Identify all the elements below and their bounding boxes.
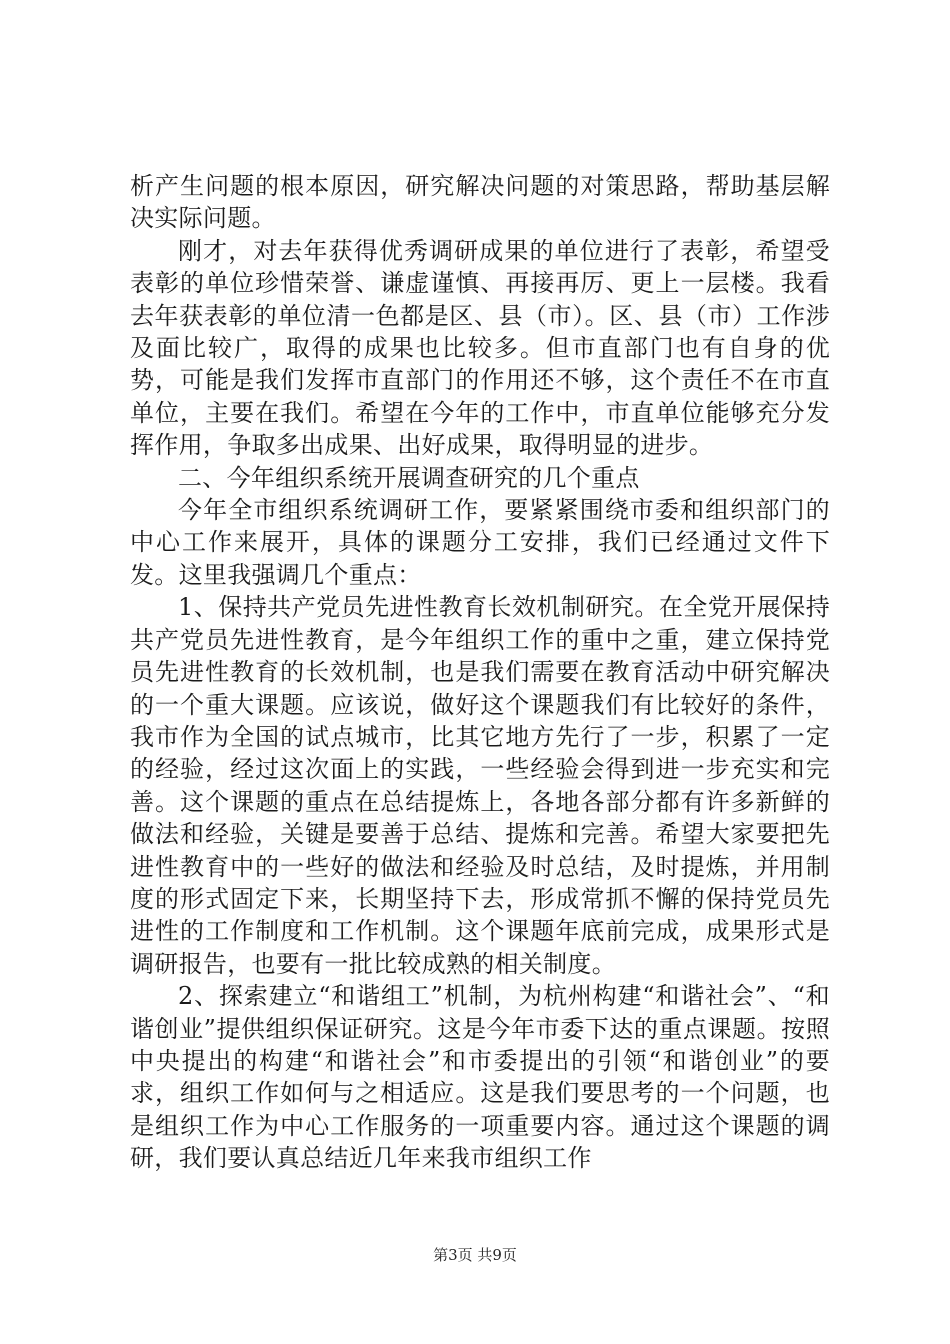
section-heading: 二、今年组织系统开展调查研究的几个重点 xyxy=(178,463,640,492)
document-body xyxy=(130,170,830,1175)
page-number-footer: 第3页 共9页 xyxy=(433,1246,517,1264)
paragraph-point-2: 2、探索建立“和谐组工”机制，为杭州构建“和谐社会”、“和谐创业”提供组织保证研究。这是今年市委下达的重点课题。按照中央提出的构建“和谐社会”和市委提出的引领“和谐创业”的要求，组织工作如何与之相适应。这是我们要思考的一个问题，也是组织工作为中心工作服务的一项重要内容。通过这个课题的调研，我们要认真总结近几年来我市组织工作 xyxy=(130,982,830,1173)
paragraph-intro: 今年全市组织系统调研工作，要紧紧围绕市委和组织部门的中心工作来展开，具体的课题分工安排，我们已经通过文件下发。这里我强调几个重点： xyxy=(130,496,830,589)
paragraph-continuation: 析产生问题的根本原因，研究解决问题的对策思路，帮助基层解决实际问题。 xyxy=(130,172,830,233)
paragraph-point-1: 1、保持共产党员先进性教育长效机制研究。在全党开展保持共产党员先进性教育，是今年组织工作的重中之重，建立保持党员先进性教育的长效机制，也是我们需要在教育活动中研究解决的一个重大课题。应该说，做好这个课题我们有比较好的条件，我市作为全国的试点城市，比其它地方先行了一步，积累了一定的经验，经过这次面上的实践，一些经验会得到进一步充实和完善。这个课题的重点在总结提炼上，各地各部分都有许多新鲜的做法和经验，关键是要善于总结、提炼和完善。希望大家要把先进性教育中的一些好的做法和经验及时总结，及时提炼，并用制度的形式固定下来，长期坚持下去，形成常抓不懈的保持党员先进性的工作制度和工作机制。这个课题年底前完成，成果形式是调研报告，也要有一批比较成熟的相关制度。 xyxy=(130,593,830,978)
paragraph-commendation: 刚才，对去年获得优秀调研成果的单位进行了表彰，希望受表彰的单位珍惜荣誉、谦虚谨慎、再接再厉、更上一层楼。我看去年获表彰的单位清一色都是区、县（市）。区、县（市）工作涉及面比较广，取得的成果也比较多。但市直部门也有自身的优势，可能是我们发挥市直部门的作用还不够，这个责任不在市直单位，主要在我们。希望在今年的工作中，市直单位能够充分发挥作用，争取多出成果、出好成果，取得明显的进步。 xyxy=(130,236,830,460)
